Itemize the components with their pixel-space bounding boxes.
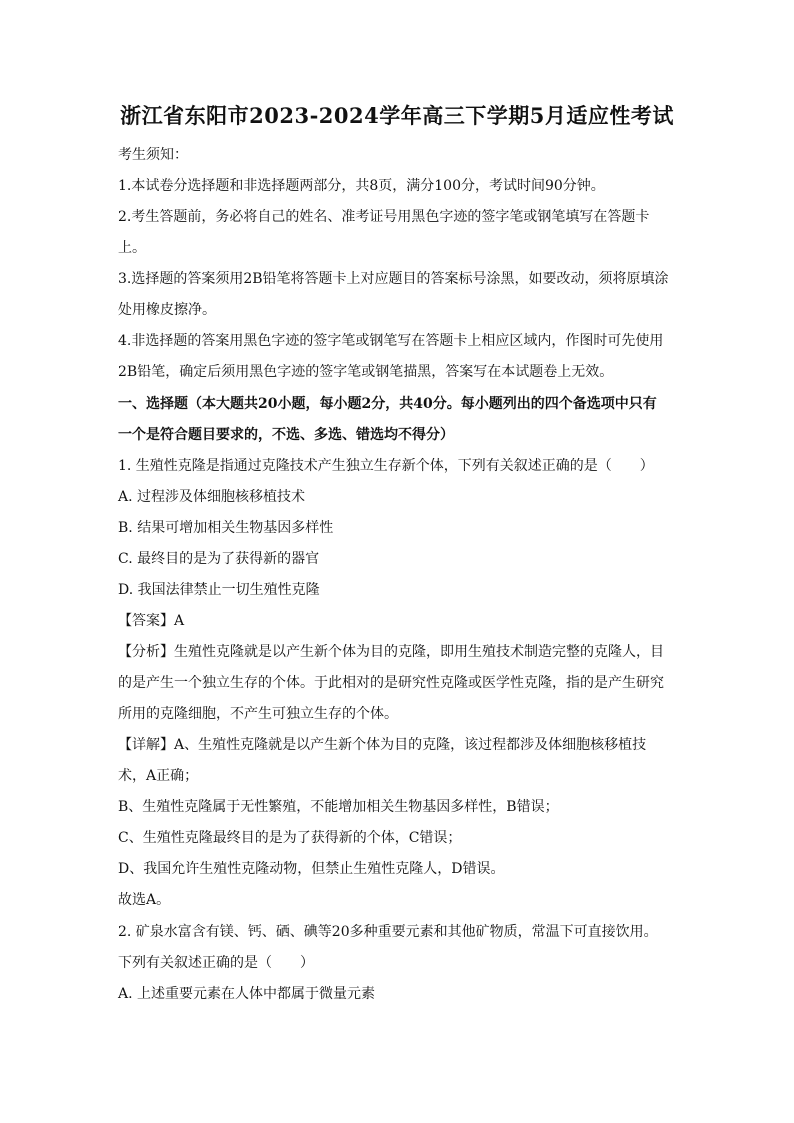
question-stem: 2. 矿泉水富含有镁、钙、硒、碘等20多种重要元素和其他矿物质，常温下可直接饮用。 xyxy=(118,924,658,940)
analysis-line: 的是产生一个独立生存的个体。于此相对的是研究性克隆或医学性克隆，指的是产生研究 xyxy=(118,675,664,691)
notice-line: 1.本试卷分选择题和非选择题两部分，共8页，满分100分，考试时间90分钟。 xyxy=(118,178,605,194)
notice-line: 4.非选择题的答案用黑色字迹的签字笔或钢笔写在答题卡上相应区域内，作图时可先使用 xyxy=(118,333,664,349)
detail-line: 术，A正确； xyxy=(118,768,199,784)
notice-line: 3.选择题的答案须用2B铅笔将答题卡上对应题目的答案标号涂黑，如要改动，须将原填涂 xyxy=(118,271,669,287)
question-stem: 下列有关叙述正确的是（ ） xyxy=(118,955,314,971)
notice-line: 处用橡皮擦净。 xyxy=(118,302,216,318)
question-stem: 1. 生殖性克隆是指通过克隆技术产生独立生存新个体，下列有关叙述正确的是（ ） xyxy=(118,458,654,474)
analysis-line: 【分析】生殖性克隆就是以产生新个体为目的克隆，即用生殖技术制造完整的克隆人，目 xyxy=(118,644,664,660)
analysis-line: 所用的克隆细胞，不产生可独立生存的个体。 xyxy=(118,706,398,722)
notice-line: 上。 xyxy=(118,240,146,256)
notice-line: 2.考生答题前，务必将自己的姓名、准考证号用黑色字迹的签字笔或钢笔填写在答题卡 xyxy=(118,209,650,225)
question-option: D. 我国法律禁止一切生殖性克隆 xyxy=(118,582,320,598)
answer-label: 【答案】A xyxy=(118,613,185,629)
notice-heading: 考生须知： xyxy=(118,147,188,163)
notice-line: 2B铅笔，确定后须用黑色字迹的签字笔或钢笔描黑，答案写在本试题卷上无效。 xyxy=(118,364,614,380)
detail-line: C、生殖性克隆最终目的是为了获得新的个体，C错误； xyxy=(118,830,462,846)
question-option: A. 上述重要元素在人体中都属于微量元素 xyxy=(118,986,376,1002)
section-heading: 一个是符合题目要求的，不选、多选、错选均不得分） xyxy=(118,427,454,443)
question-option: C. 最终目的是为了获得新的器官 xyxy=(118,551,320,567)
section-heading: 一、选择题（本大题共20小题，每小题2分，共40分。每小题列出的四个备选项中只有 xyxy=(118,396,657,412)
detail-line: B、生殖性克隆属于无性繁殖，不能增加相关生物基因多样性，B错误； xyxy=(118,799,559,815)
detail-line: 【详解】A、生殖性克隆就是以产生新个体为目的克隆，该过程都涉及体细胞核移植技 xyxy=(118,737,647,753)
detail-line: D、我国允许生殖性克隆动物，但禁止生殖性克隆人，D错误。 xyxy=(118,861,505,877)
question-option: A. 过程涉及体细胞核移植技术 xyxy=(118,489,306,505)
detail-line: 故选A。 xyxy=(118,892,171,908)
page-title: 浙江省东阳市2023-2024学年高三下学期5月适应性考试 xyxy=(120,103,674,128)
question-option: B. 结果可增加相关生物基因多样性 xyxy=(118,520,334,536)
